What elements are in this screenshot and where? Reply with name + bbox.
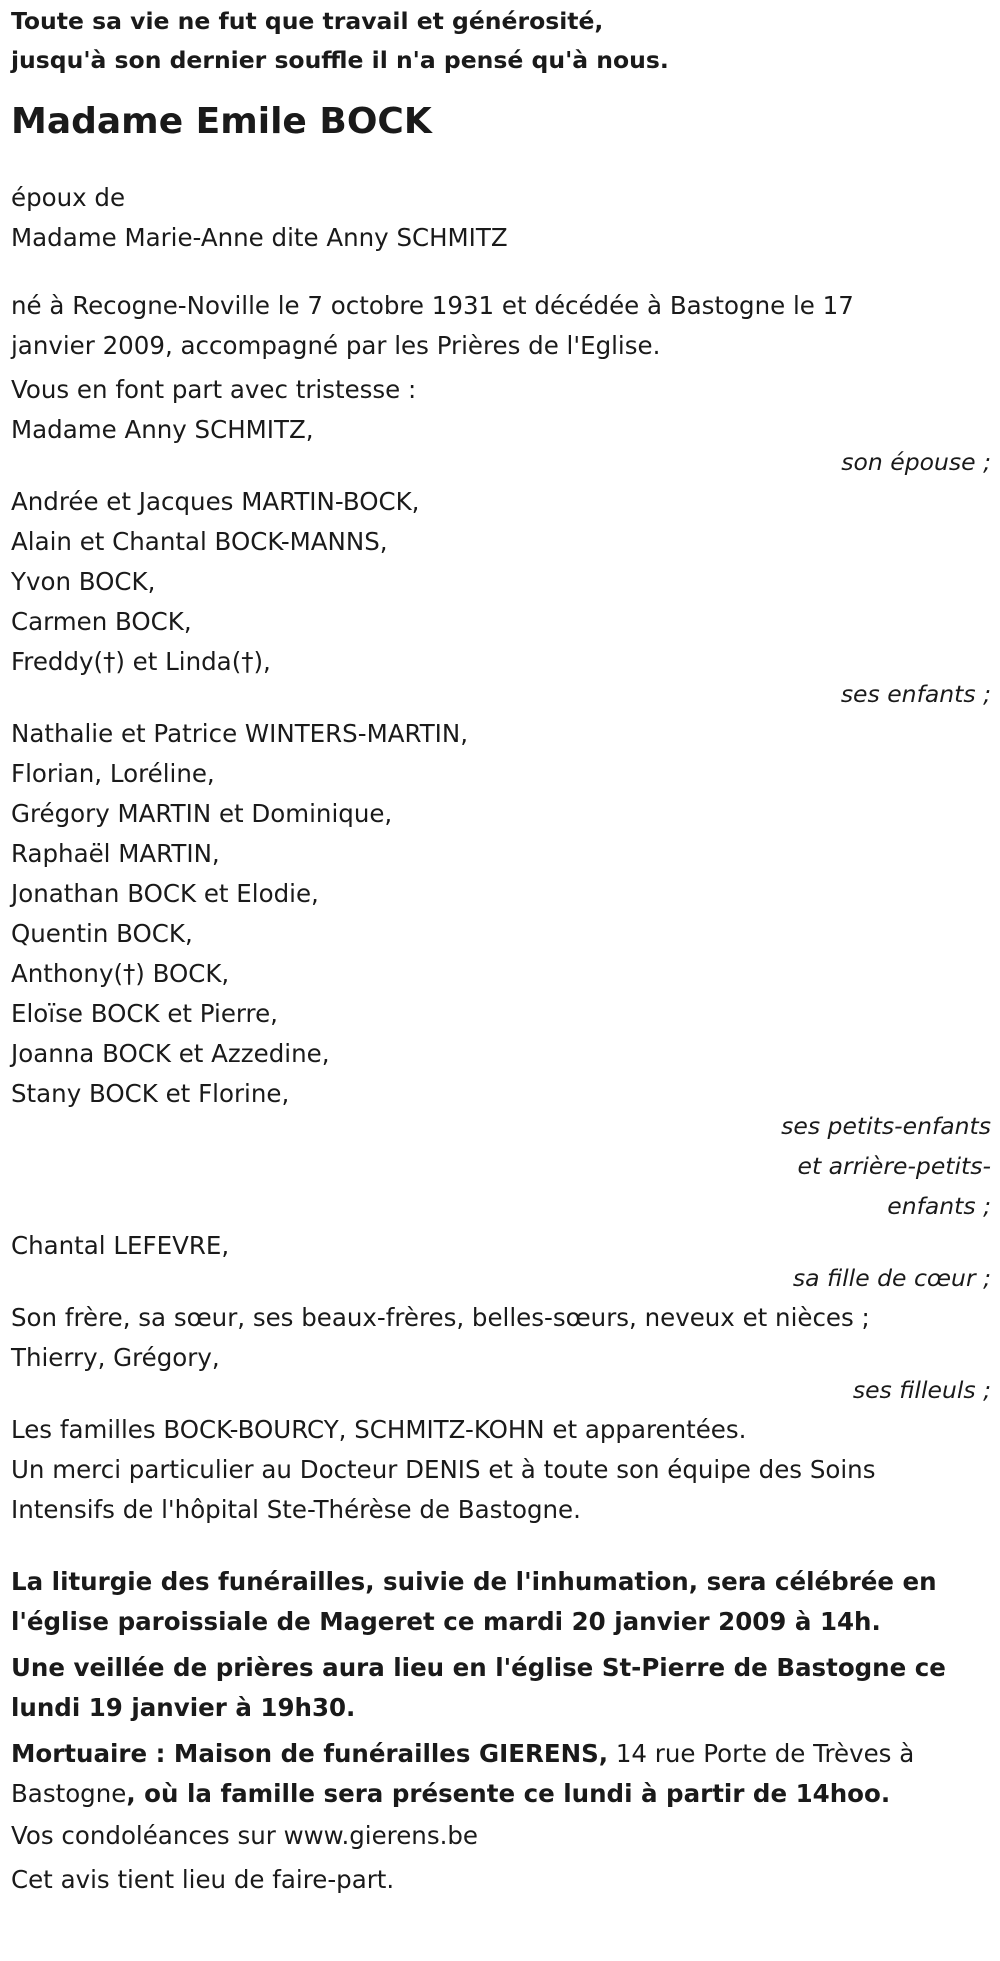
mortuary-block xyxy=(11,1734,991,1814)
mortuary-address-1: 14 rue Porte de Trèves à xyxy=(608,1739,915,1768)
birth-death-line: janvier 2009, accompagné par les Prières de l'Eglise. xyxy=(11,331,661,360)
vigil-line: lundi 19 janvier à 19h30. xyxy=(11,1693,356,1722)
list-item: Freddy(†) et Linda(†), xyxy=(11,647,271,676)
vigil-line: Une veillée de prières aura lieu en l'église St-Pierre de Bastogne ce xyxy=(11,1653,946,1682)
list-item: Alain et Chantal BOCK-MANNS, xyxy=(11,527,388,556)
deceased-name: Madame Emile BOCK xyxy=(11,101,432,142)
grandchildren-role-line: et arrière-petits- xyxy=(797,1152,991,1180)
grandchildren-role-line: ses petits-enfants xyxy=(781,1112,991,1140)
spouse-block xyxy=(11,178,991,258)
children-role: ses enfants ; xyxy=(840,680,991,708)
list-item: Anthony(†) BOCK, xyxy=(11,959,230,988)
announce-block xyxy=(11,370,991,450)
godchildren: Thierry, Grégory, xyxy=(11,1343,220,1372)
list-item: Raphaël MARTIN, xyxy=(11,839,220,868)
godchildren-role: ses filleuls ; xyxy=(852,1376,991,1404)
notice: Cet avis tient lieu de faire-part. xyxy=(11,1865,395,1894)
epitaph-line: Toute sa vie ne fut que travail et générosité, xyxy=(11,7,604,35)
list-item: Andrée et Jacques MARTIN-BOCK, xyxy=(11,487,420,516)
heart-daughter: Chantal LEFEVRE, xyxy=(11,1231,230,1260)
spouse-intro: époux de xyxy=(11,183,126,212)
funeral-line: La liturgie des funérailles, suivie de l'inhumation, sera célébrée en xyxy=(11,1567,937,1596)
wife-role: son épouse ; xyxy=(841,448,991,476)
announce-intro: Vous en font part avec tristesse : xyxy=(11,375,417,404)
obituary-notice xyxy=(11,0,991,1900)
birth-death-line: né à Recogne-Noville le 7 octobre 1931 et décédée à Bastogne le 17 xyxy=(11,291,854,320)
grandchildren-role-line: enfants ; xyxy=(887,1192,991,1220)
siblings-block xyxy=(11,1298,991,1378)
list-item: Yvon BOCK, xyxy=(11,567,156,596)
list-item: Grégory MARTIN et Dominique, xyxy=(11,799,393,828)
grandchildren-role xyxy=(11,1106,991,1226)
children-list xyxy=(11,482,991,682)
epitaph xyxy=(11,0,991,80)
spouse-name: Madame Marie-Anne dite Anny SCHMITZ xyxy=(11,223,508,252)
birth-death xyxy=(11,286,991,366)
list-item: Quentin BOCK, xyxy=(11,919,193,948)
thanks-line: Un merci particulier au Docteur DENIS et à toute son équipe des Soins xyxy=(11,1455,876,1484)
wife-name: Madame Anny SCHMITZ, xyxy=(11,415,314,444)
families-block xyxy=(11,1410,991,1530)
heart-daughter-role: sa fille de cœur ; xyxy=(792,1264,991,1292)
families: Les familles BOCK-BOURCY, SCHMITZ-KOHN et apparentées. xyxy=(11,1415,747,1444)
mortuary-line-1 xyxy=(11,1734,991,1774)
epitaph-line: jusqu'à son dernier souffle il n'a pensé qu'à nous. xyxy=(11,46,669,74)
list-item: Florian, Loréline, xyxy=(11,759,215,788)
condolences: Vos condoléances sur www.gierens.be xyxy=(11,1821,478,1850)
list-item: Eloïse BOCK et Pierre, xyxy=(11,999,278,1028)
mortuary-presence: , où la famille sera présente ce lundi à partir de 14hoo. xyxy=(126,1779,891,1808)
mortuary-line-2 xyxy=(11,1774,991,1814)
grandchildren-list xyxy=(11,714,991,1114)
list-item: Joanna BOCK et Azzedine, xyxy=(11,1039,330,1068)
mortuary-label: Mortuaire : Maison de funérailles GIERENS, xyxy=(11,1739,609,1768)
funeral-block xyxy=(11,1562,991,1642)
list-item: Nathalie et Patrice WINTERS-MARTIN, xyxy=(11,719,469,748)
list-item: Stany BOCK et Florine, xyxy=(11,1079,290,1108)
vigil-block xyxy=(11,1648,991,1728)
list-item: Jonathan BOCK et Elodie, xyxy=(11,879,319,908)
mortuary-address-2: Bastogne xyxy=(11,1779,127,1808)
siblings: Son frère, sa sœur, ses beaux-frères, belles-sœurs, neveux et nièces ; xyxy=(11,1303,870,1332)
list-item: Carmen BOCK, xyxy=(11,607,192,636)
thanks-line: Intensifs de l'hôpital Ste-Thérèse de Bastogne. xyxy=(11,1495,581,1524)
funeral-line: l'église paroissiale de Mageret ce mardi 20 janvier 2009 à 14h. xyxy=(11,1607,881,1636)
